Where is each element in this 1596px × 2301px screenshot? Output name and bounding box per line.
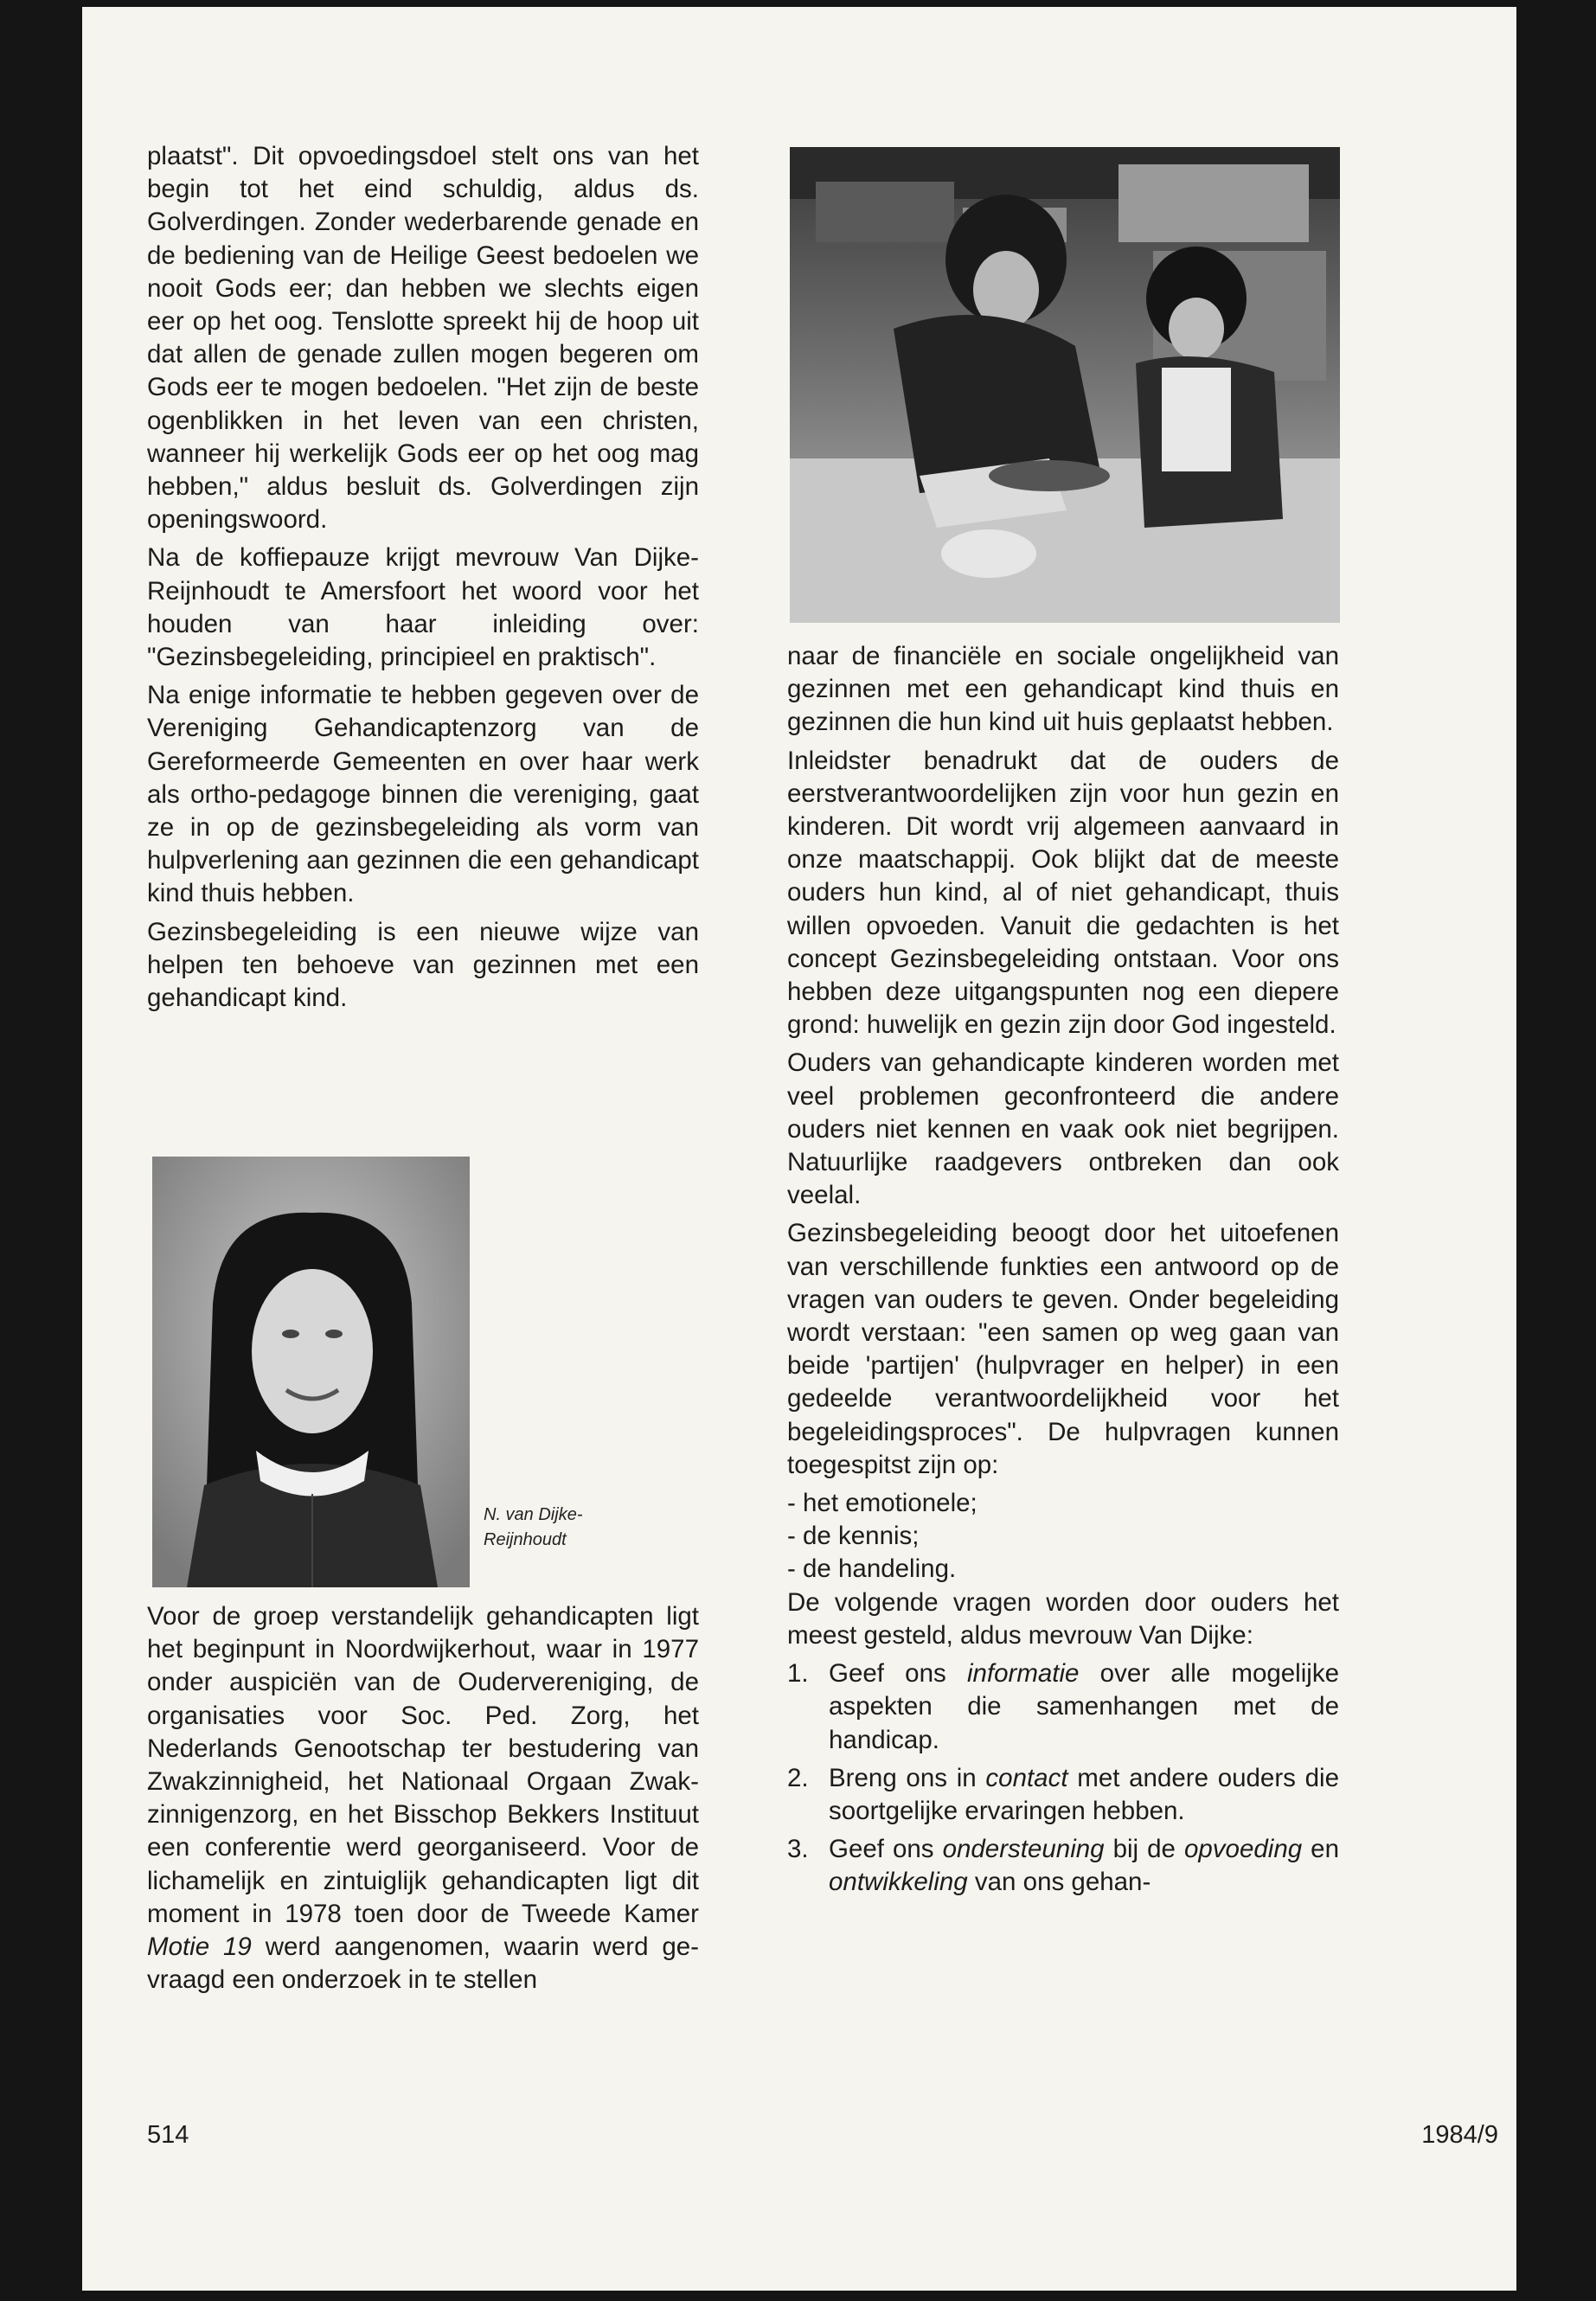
list-item: - het emotionele; [787, 1489, 977, 1518]
text: Breng ons in [829, 1763, 986, 1792]
paragraph: De volgende vragen worden door ouders het meest gesteld, aldus mevrouw Van Dijke: [787, 1587, 1339, 1650]
emphasis: opvoeding [1183, 1835, 1303, 1864]
text: met andere ouders die soortgelijke ervaringen hebben. [829, 1763, 1339, 1825]
questions-list [787, 1657, 1339, 1899]
paragraph: Gezinsbegeleiding beoogt door het uitoefenen van verschillende funkties een antwoord op de vragen van ouders te geven. Onder begeleiding wordt verstaan: "een samen op weg gaan van beide 'partijen' (hulpvrager en helper) in een gedeelde verantwoordelijkheid voor het begeleidingsproces". De hulpvragen kunnen toegespitst zijn op: [787, 1219, 1339, 1479]
left-column-bottom [147, 1600, 699, 1997]
left-column-top [147, 140, 699, 1015]
dash-list [787, 1487, 1339, 1586]
photo-caption: N. van Dijke-Reijnhoudt [484, 1505, 583, 1549]
text: bij de [1104, 1835, 1184, 1864]
list-item [787, 1833, 1339, 1899]
paragraph: Na enige informatie te hebben gegeven over de Vereniging Gehandicaptenzorg van de Gereformeerde Gemeenten en over haar werk als ortho-pedagoge binnen die vereniging, gaat ze in op de gezinsbegeleiding als vorm van hulpverlening aan gezinnen die een gehandicapt kind thuis hebben. [147, 681, 699, 908]
text: van ons gehan- [967, 1868, 1151, 1897]
right-column [787, 640, 1339, 1905]
emphasis: informatie [966, 1659, 1080, 1689]
list-item: - de handeling. [787, 1554, 957, 1584]
list-number: 3. [787, 1835, 809, 1864]
paragraph: naar de financiële en sociale ongelijkheid van gezinnen met een gehandicapt kind thuis en gezinnen die hun kind uit huis geplaatst hebben. [787, 642, 1339, 737]
list-number: 1. [787, 1659, 809, 1689]
portrait-photo [152, 1157, 470, 1587]
paragraph: Na de koffiepauze krijgt mevrouw Van Dijke-Reijnhoudt te Amersfoort het woord voor het houden van haar inleiding over: "Gezinsbegeleiding, principieel en praktisch". [147, 543, 699, 672]
paragraph [147, 1600, 699, 1997]
text: Geef ons [829, 1835, 943, 1864]
text: Geef ons [829, 1659, 967, 1689]
paragraph: Gezinsbegeleiding is een nieuwe wijze van helpen ten behoeve van gezinnen met een gehandicapt kind. [147, 917, 699, 1013]
emphasis: ontwikkeling [829, 1868, 968, 1897]
emphasis: ondersteuning [942, 1835, 1105, 1864]
list-number: 2. [787, 1763, 809, 1792]
list-item: - de kennis; [787, 1522, 920, 1551]
text: Voor de groep verstandelijk gehandicapten ligt het beginpunt in Noordwijkerhout, waar in 1977 onder auspiciën van de Oudervereniging, de organisaties voor Soc. Ped. Zorg, het Nederlands Genootschap ter bestudering van Zwakzinnigheid, het Nationaal Orgaan Zwakzinnigenzorg, en het Bisschop Bekkers Instituut een conferentie werd georganiseerd. Voor de lichamelijk en zintuiglijk gehandicapten ligt dit moment in 1978 toen door de Tweede Kamer [147, 1602, 699, 1928]
text: en [1302, 1835, 1339, 1864]
paragraph: plaatst". Dit opvoedingsdoel stelt ons van het begin tot het eind schuldig, aldus ds. Golverdingen. Zonder wederbarende genade en de bediening van de Heilige Geest bedoelen we nooit Gods eer; dan hebben we slechts eigen eer op het oog. Tenslotte spreekt hij de hoop uit dat allen de genade zullen mogen begeren om Gods eer te mogen bedoelen. "Het zijn de beste ogenblikken in het leven van een christen, wanneer hij werkelijk Gods eer op het oog mag hebben," aldus besluit ds. Golverdingen zijn openingswoord. [147, 142, 699, 535]
list-item [787, 1657, 1339, 1757]
text: werd aangenomen, waarin werd gevraagd een onderzoek in te stellen [147, 1932, 699, 1995]
photo-mother-child [790, 147, 1340, 623]
text: over alle mogelijke aspekten die samenhangen met de handicap. [829, 1659, 1339, 1754]
paragraph: Inleidster benadrukt dat de ouders de eerstverantwoordelijken zijn voor hun gezin en kinderen. Dit wordt vrij algemeen aanvaard in onze maatschappij. Ook blijkt dat de meeste ouders hun kind, al of niet gehandicapt, thuis willen opvoeden. Vanuit die gedachten is het concept Gezinsbegeleiding ontstaan. Voor ons hebben deze uitgangspunten nog een diepere grond: huwelijk en gezin zijn door God ingesteld. [787, 746, 1339, 1040]
list-item [787, 1762, 1339, 1828]
issue-number: 1984/9 [1421, 2121, 1498, 2149]
paragraph: Ouders van gehandicapte kinderen worden met veel problemen geconfronteerd die andere ouders niet kennen en vaak ook niet begrijpen. Natuurlijke raadgevers ontbreken dan ook veelal. [787, 1048, 1339, 1210]
emphasis: contact [985, 1763, 1068, 1792]
page-number: 514 [147, 2121, 189, 2149]
motion-reference: Motie 19 [147, 1932, 252, 1962]
